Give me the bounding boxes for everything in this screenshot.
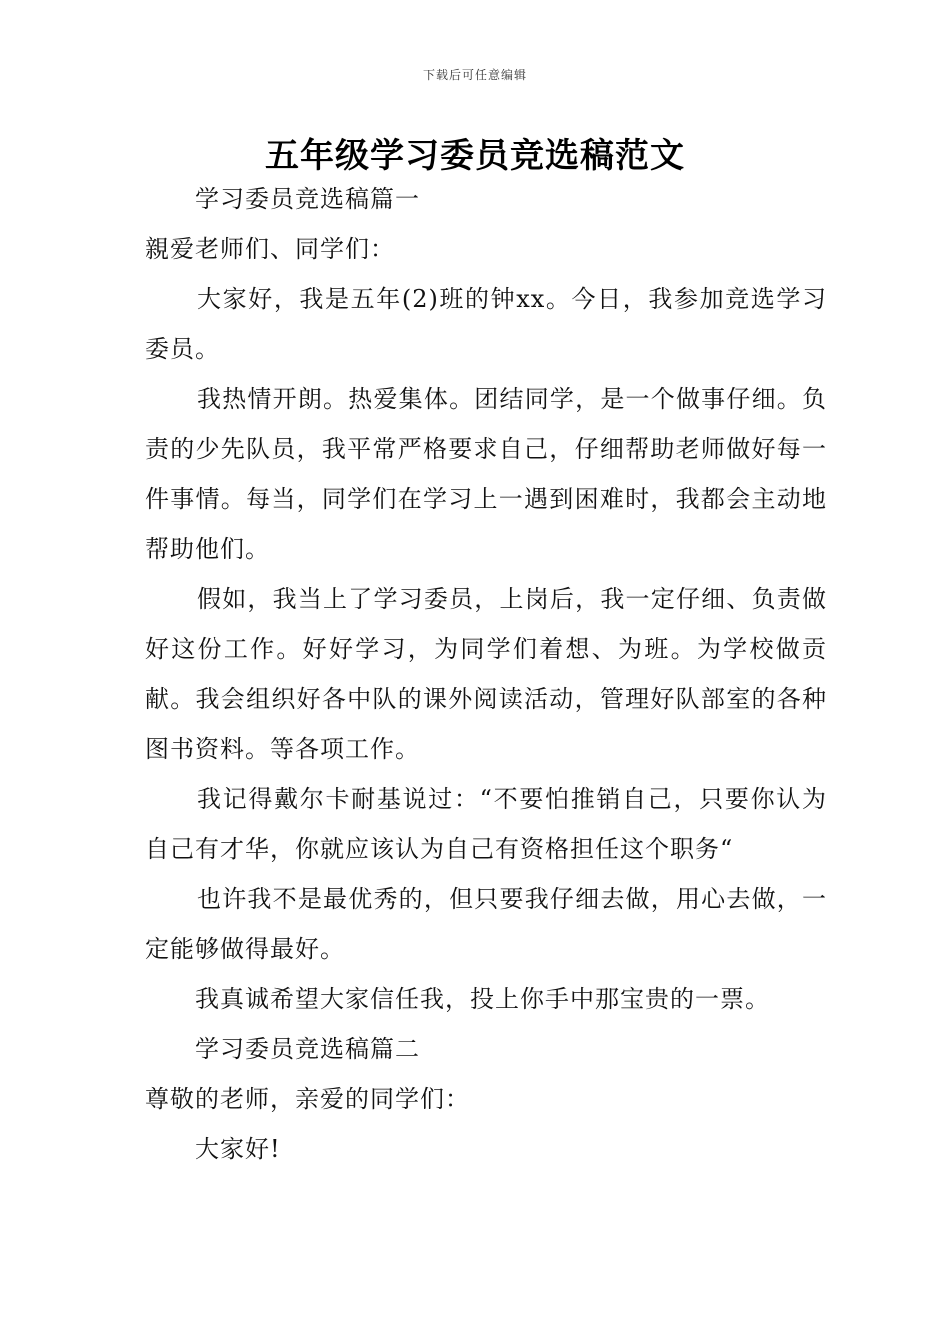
paragraph-greeting: 大家好，我是五年(2)班的钟xx。今日，我参加竞选学习委员。 xyxy=(145,285,827,363)
document-title: 五年级学习委员竞选稿范文 xyxy=(265,136,685,176)
paragraph-self-intro: 我热情开朗。热爱集体。团结同学，是一个做事仔细。负责的少先队员，我平常严格要求自己，仔细帮助老师做好每一件事情。每当，同学们在学习上一遇到困难时，我都会主动地帮助他们。 xyxy=(145,385,827,563)
salutation-1: 親爱老师们、同学们： xyxy=(145,235,395,263)
paragraph-best: 也许我不是最优秀的，但只要我仔细去做，用心去做，一定能够做得最好。 xyxy=(145,885,827,963)
section-heading-1: 学习委员竞选稿篇一 xyxy=(195,185,420,213)
header-note: 下载后可任意编辑 xyxy=(422,68,527,82)
paragraph-hello: 大家好! xyxy=(195,1135,281,1163)
paragraph-quote: 我记得戴尔卡耐基说过：“不要怕推销自己，只要你认为自己有才华，你就应该认为自己有资格担任这个职务“ xyxy=(145,785,827,863)
paragraph-vote: 我真诚希望大家信任我，投上你手中那宝贵的一票。 xyxy=(195,985,770,1013)
section-heading-2: 学习委员竞选稿篇二 xyxy=(195,1035,420,1063)
paragraph-plan: 假如，我当上了学习委员，上岗后，我一定仔细、负责做好这份工作。好好学习，为同学们着想、为班。为学校做贡献。我会组织好各中队的课外阅读活动，管理好队部室的各种图书资料。等各项工作。 xyxy=(145,585,827,763)
salutation-2: 尊敬的老师，亲爱的同学们： xyxy=(145,1085,470,1113)
document-body xyxy=(145,174,827,1174)
